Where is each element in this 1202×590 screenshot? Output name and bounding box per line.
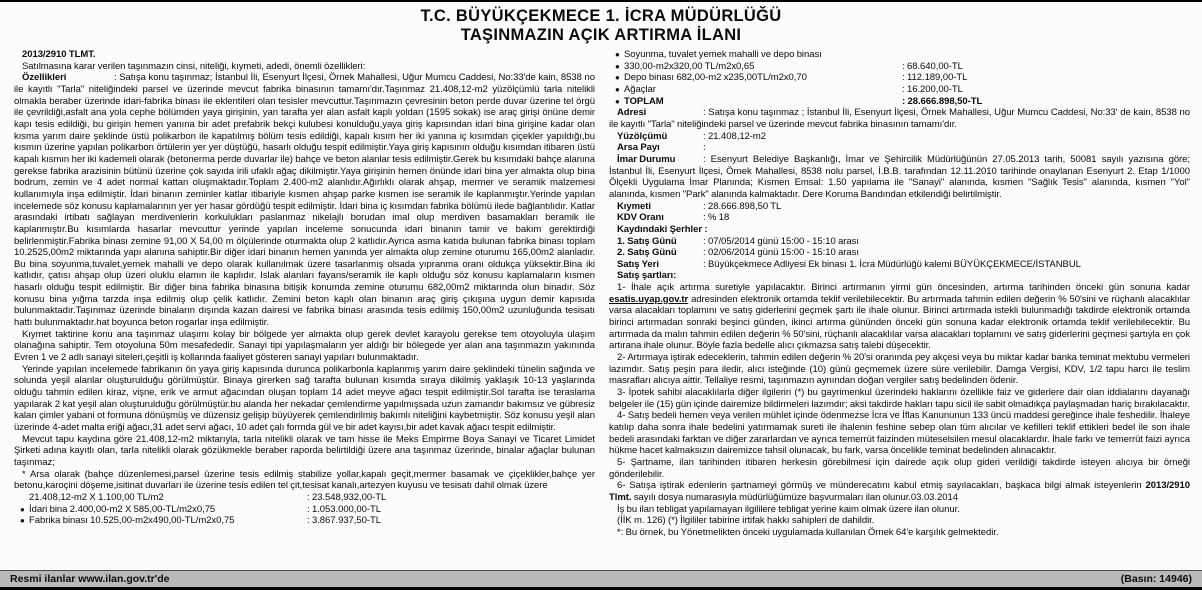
note-ornek: *: Bu örnek, bu Yönetmelikten önceki uygulamada kullanılan Örnek 64'e karşılık gelmektedir.: [617, 526, 999, 538]
term-2: 2- Artırmaya iştirak edeceklerin, tahmin edilen değerin % 20'si oranında pey akçesi veya bu miktar kadar banka teminat mektubu vermeleri lazımdır. Satış peşin para iledir, alıcı isteğinde (10) günü geçmemek üzere süre verilebilir. Damga Vergisi, KDV, 1/2 tapu harcı ile teslim masrafları alıcıya aittir. Tellaliye resmi, taşınmazın aynından doğan vergiler satış bedelinden ödenir.: [609, 352, 1190, 387]
sales-terms-heading: Satış şartları:: [617, 270, 677, 282]
bullet-icon: ●: [615, 96, 620, 106]
field-satis-gunu-1: [609, 236, 1190, 248]
field-text: : % 18: [703, 212, 730, 224]
footer-bar: [0, 570, 1202, 590]
arsa-paragraph: * Arsa olarak (bahçe düzenlemesi,parsel üzerine tesis edilmiş stabilize yollar,kapalı geçit,mermer basamak ve çiçeklikler,bahçe yer betonu,karoçini döşeme,isitinat duvarları ile üzerine tesis edilen tel çit,tesisat kanalı,artezyen kuyusu ve tesisatı dahil olmak üzere: [14, 468, 595, 492]
field-label: 1. Satış Günü: [617, 235, 677, 247]
term-5: 5- Şartname, ilan tarihinden itibaren herkesin görebilmesi için dairede açık olup gideri verildiği takdirde isteyen alıcıya bir örneği gönderilebilir.: [609, 456, 1190, 480]
file-number: 2013/2910 TLMT.: [22, 49, 96, 60]
bullet-icon: ●: [615, 61, 620, 71]
note-iik: (İİK m. 126) (*) İlgililer tabirine irtifak hakkı sahipleri de dahildir.: [617, 515, 875, 527]
valuation-item: Depo binası 682,00-m2 x235,00TL/m2x0,70: [624, 72, 807, 84]
field-text: :: [703, 142, 706, 154]
term-4: 4- Satış bedeli hemen veya verilen mühlet içinde ödenmezse İcra ve İflas Kanununun 133 üncü maddesi gereğince ihale feshedilir. İhaleye katılıp daha sonra ihale bedelini yatırmamak sureti ile ihalenin feshine sebep olan tüm alıcılar ve kefilleri teklif ettikleri bedel ile son ihale bedeli arasındaki farktan ve diğer zararlardan ve ayrıca temerrüt faizinden müteselsilen mesul olacaklardır. İhale farkı ve temerrüt faizi ayrıca hükme hacet kalmaksızın dairemizce tahsil olunacak, bu fark, varsa öncelikle teminat bedelinden alınacaktır.: [609, 410, 1190, 457]
field-kdv-orani: [609, 212, 1190, 224]
valuation-row: [14, 504, 595, 516]
valuation-value: [902, 49, 1190, 61]
valuation-item: TOPLAM: [624, 95, 664, 107]
valuation-row: [14, 515, 595, 527]
title-line-1: T.C. BÜYÜKÇEKMECE 1. İCRA MÜDÜRLÜĞÜ: [420, 7, 782, 25]
bullet-icon: ●: [615, 73, 620, 83]
field-yuzolcumu: [609, 131, 1190, 143]
bullet-icon: ●: [20, 504, 25, 514]
term-6: [609, 480, 1190, 503]
field-arsa-payi: [609, 142, 1190, 154]
field-imar-durumu: [609, 154, 1190, 201]
valuation-row: [609, 84, 1190, 96]
field-label: KDV Oranı: [617, 212, 664, 224]
bullet-icon: ●: [20, 516, 25, 526]
field-satis-yeri: [609, 259, 1190, 271]
uyap-link-text: esatis.uyap.gov.tr: [609, 293, 689, 305]
note-tebligat: İş bu ilan tebligat yapılamayan ilgililere tebligat yerine kaim olmak üzere ilan olunur.: [617, 503, 960, 515]
field-text: : 07/05/2014 günü 15:00 - 15:10 arası: [703, 235, 859, 247]
bullet-icon: ●: [615, 50, 620, 59]
valuation-row: [609, 72, 1190, 84]
valuation-item: 330,00-m2x320,00 TL/m2x0,65: [624, 60, 755, 72]
intro-line: Satılmasına karar verilen taşınmazın cinsi, niteliği, kıymeti, adedi, önemli özellikleri:: [22, 60, 366, 72]
field-label: Yüzölçümü: [617, 130, 668, 142]
file-number-reference: 2013/2910 Tlmt.: [609, 480, 1190, 503]
valuation-item: Fabrika binası 10.525,00-m2x490,00-TL/m2x0,75: [29, 515, 235, 527]
term-1-text: adresinden elektronik ortamda teklif verilebilecektir. Bu artırmada tahmin edilen değerin % 50'sini ve rüçhanlı alacaklılar varsa alacakları toplamını ve satış giderlerini geçmek şartı ile ihale olunur. Birinci artırmada istekli bulunmadığı takdirde elektronik ortamda birinci artırmadan sonraki beşinci günden, ikinci artırma gününden önceki gün sonuna kadar elektronik ortamda teklif verilebilecektir. Bu artırmada da malın tahmin edilen değerin % 50'sini, rüçhanlı alacaklılar varsa alacakları toplamını ve satış giderlerini geçmesi şartıyla en çok artırana ihale olunur. Böyle fazla bedelle alıcı çıkmazsa satış talebi düşecektir.: [609, 293, 1190, 352]
field-satis-gunu-2: [609, 247, 1190, 259]
two-column-body: [0, 45, 1202, 539]
field-label: 2. Satış Günü: [617, 247, 677, 259]
term-6-text: sayılı dosya numarasıyla müdürlüğümüze başvurmaları ilan olunur.03.03.2014: [631, 491, 958, 503]
field-label: İmar Durumu: [617, 153, 676, 165]
tapu-paragraph: Mevcut tapu kaydına göre 21.408,12-m2 miktarıyla, tarla nitelikli olarak ve tam hisse ile Meks Empirme Boya Sanayi ve Ticaret Limidet Şirketi adına kayıtlı olan, tarla nitelikli olarak gözükmekle beraber raporda belirtildiği üzere ana taşınmaz üzerinde, binalar ağaçlar bulunan taşınmaz;: [14, 433, 595, 468]
term-3: 3- İpotek sahibi alacaklılarla diğer ilgilerin (*) bu gayrimenkul üzerindeki haklarını özellikle faiz ve giderlere dair olan iddialarını dayanağı belgeler ile (15) gün içinde dairemize bildirmeleri lazımdır; aksi takdirde hakları tapu sicil ile sabit olmadıkça paylaşmadan hariç bırakılacaktır.: [609, 387, 1190, 410]
field-serhler: [609, 224, 1190, 236]
official-ads-note: Resmi ilanlar www.ilan.gov.tr'de: [10, 573, 170, 585]
field-text: : Büyükçekmece Adliyesi Ek binası 1. İcra Müdürlüğü kalemi BÜYÜKÇEKMECE/İSTANBUL: [703, 258, 1081, 270]
valuation-value: : 3.867.937,50-TL: [307, 515, 381, 527]
term-1: [609, 282, 1190, 352]
bullet-icon: ●: [615, 84, 620, 94]
page-title: [0, 2, 1202, 45]
ozellikleri-paragraph: [14, 72, 595, 328]
valuation-total-row: [609, 96, 1190, 108]
field-label: Kıymeti: [617, 200, 651, 212]
press-number: (Basın: 14946): [1120, 573, 1192, 585]
field-kiymeti: [609, 201, 1190, 213]
term-6-text: 6- Satışa iştirak edenlerin şartnameyi görmüş ve münderecatını kabul etmiş sayılacakları, başkaca bilgi almak isteyenlerin: [617, 480, 1146, 492]
bullet-icon: [20, 492, 29, 504]
field-text: : 28.666.898,50 TL: [703, 200, 782, 212]
valuation-value: : 1.053.000,00-TL: [307, 503, 381, 515]
valuation-value: : 23.548,932,00-TL: [307, 491, 387, 503]
field-label: Kaydındaki Şerhler :: [617, 223, 708, 235]
kiymet-paragraph: Kıymet taktirine konu ana taşınmaz ulaşımı kolay bir bölgede yer almakta olup gerek devlet karayolu gerekse tem otoyoluyla ulaşım olanağına sahiptir. Tem otoyoluna 50m mesafededir. Sanayi tipi yapılaşmaların yer aldığı bir bölegede yer alan ana taşınmazın yakınında Evren 1 ve 2 adlı sanayi siteleri,çeşitli iş kollarında faaliyet gösteren sanayi yapıları bulunmaktadır.: [14, 328, 595, 364]
valuation-row: [609, 49, 1190, 61]
valuation-value: : 68.640,00-TL: [902, 60, 963, 72]
valuation-item: Soyunma, tuvalet yemek mahalli ve depo binası: [624, 49, 822, 60]
valuation-value: : 28.666.898,50-TL: [902, 95, 983, 107]
field-label: Adresi: [617, 107, 647, 119]
ozellikleri-label: Özellikleri: [22, 72, 67, 84]
yerinde-paragraph: Yerinde yapılan incelemede fabrikanın ön yaya giriş kapısında durunca polikarbonla kaplanmış yarım daire şeklindeki tünelin sağında ve solunda yeşil alanlar oluşturulduğu görülmüştür. Binaya girerken sağ tarafta bulunan kısımda sıraya dikilmiş yaklaşık 10-13 yaşlarında olduğu tahmin edilen kiraz, vişne, erik ve armut ağacından oluşan toplam 14 adet meyve ağacı tespit edilmiştir.Sol tarafta ise teraslama yapılarak 2 kat yeşil alan oluşturulduğu görülmüştür.bu alanda her nekadar çemlendirme yapılmışsada uzun zamandır bakımsız ve gübresiz kalan çimler yabani ot formuna dönüşmüş ve düzensiz gelişip büyüyerek çemlendirilmiş bakımlı niteliğini kaybetmiştir. Söz konusu yeşil alan üzerinde 4-adet malta eriği ağacı,31 adet servi ağacı, 10 adet çalı formda gül ve bir adet kayısı,bir adet kavak ağacı tespit edilmiştir.: [14, 363, 595, 433]
field-label: Satış Yeri: [617, 258, 659, 270]
valuation-row: [14, 492, 595, 504]
field-text: : 21.408,12-m2: [703, 130, 767, 142]
right-column: [609, 49, 1190, 539]
field-text: : Esenyurt Belediye Başkanlığı, İmar ve Şehircilik Müdürlüğünün 27.05.2013 tarih, 50081 sayılı yazısına göre; İstanbul İli, Esenyurt İlçesi, Örnek Mahallesi, 8538 nolu parsel, İ.B.B. tarafından 12.11.2010 tarihinde onaylanan Esenyurt 2. Etap 1/1000 Ölçekli Uygulama İmar Planında; Kısmen Emsal: 1.50 yapılama ile "Sanayi" alanında, kısmen "Sağlık Tesis" alanında, kısmen "Yol" alanında, kısmen "Park" alanında kalmaktadır. Dere Koruma Bandından etkilendiği belirtilmiştir.: [609, 153, 1190, 200]
left-column: [14, 49, 595, 539]
valuation-item: İdari bina 2.400,00-m2 X 585,00-TL/m2x0,75: [29, 503, 216, 515]
field-text: : Satışa konu taşınmaz ; İstanbul İli, Esenyurt İlçesi, Örnek Mahallesi, Uğur Mumcu Caddesi, No:33' de kain, 8538 no ile kayıtlı "Tarla" niteliğindeki parsel ve üzerinde mevcut fabrika binasının tamamı'dır.: [609, 107, 1190, 130]
valuation-row: [609, 61, 1190, 73]
field-adresi: [609, 107, 1190, 130]
term-1-text: 1- İhale açık artırma suretiyle yapılacaktır. Birinci artırmanın yirmi gün öncesinden, artırma tarihinden önceki gün sonuna kadar: [617, 282, 1190, 294]
valuation-item: Ağaçlar: [624, 83, 656, 95]
field-text: : 02/06/2014 günü 15:00 - 15:10 arası: [703, 247, 859, 259]
valuation-item: 21.408,12-m2 X 1.100,00 TL/m2: [29, 491, 164, 503]
title-line-2: TAŞINMAZIN AÇIK ARTIRMA İLANI: [460, 26, 742, 44]
ozellikleri-text: : Satışa konu taşınmaz; İstanbul İli, Esenyurt İlçesi, Örnek Mahallesi, Uğur Mumcu Caddesi, No:33'de kain, 8538 no ile kayıtlı "Tarla" niteliğindeki parsel ve üzerinde mevcut fabrika binasının tamamı'dır.Taşınmaz 21.408,12-m2 yüzölçümlü tarla nitelikli olmakla beraber üzerinde idari-fabrika binası ile eklentileri olan tesisler mevcuttur.Taşınmazın çevresinin beton perde duvar üzerine tel örgü ile çevrildiği,asfalt ana yola cephe bölümden yaya girişinin, yan tarafta yer alan asfalt kaplı yoldan (1595 sokak) ise araç girişi önüne demir kapı tesis edildiği, bu girişin hemen yanına bir adet prefabrik bekçi kulubesi konulduğu,yaya giriş kapısından idari bina girişine kadar olan kısma yarım daire şeklinde üstü polikarbon ile kapatılmış bölüm tesis edildiği, kapalı kısım her iki yanına iç kısımdan çiçekler yapıldığı,bu kısmın üzerine yapılan polikarbon örtülerin yer yer düştüğü, hasarlı olduğu tespit edilmiştir.Yaya giriş kapısının olduğu kısımdan itibaren üstü kapalı kısmın her iki kademeli olarak (betonerma perde duvarlar ile) bahçe ve beton alanlar tesis edilmiştir.Gerek bu kısımdaki bahçe alanına gerekse fabrika arazisinin bütünü üzerine çok sayıda irili ufaklı ağaç dikilmiştir.Yaya girişinin hemen önünde idari bina yer almakta olup bina bodrum, zemin ve 4 adet normal kattan oluşmaktadır.Toplam 2.400-m2 alanlıdır.Ağırlıklı olarak ahşap, mermer ve seramik malzemesi kullanımıyla inşa edilmiştir. İdari binanın zeminler katlar itibariyle kısmen ahşap parke kısmen ise seramik ile kaplanmıştır.Yerinde yapılan incelemede söz konusu kaplamalarının yer yer hasar gördüğü tespit edilmiştir. İdari bina iç kısımdan fabrika bölümü ilede bağlantılıdır. Katlar arasındaki irtibatı sağlayan merdivenlerin korkulukları paslanmaz nikelajlı borudan imal olup merdiven basamakları beramik ile kaplanmıştır.Bu kısımlarda hasarlar mevcuttur yerinde yapılan inceleme sonucunda idari binanın tamir ve bakım gerektirdiği belirlenmiştir.Fabrika binası zemine 91,00 X 54,00 m ölçülerinde oturmakta olup 2 katlıdır.Ayrıca asma katıda bulunan fabrika binası toplam 10.2525,00m2 miktarında yapı alanına sahiptir.Bir diğer idari binanın hemen yanında yer almakta olup zemine oturumu 165,00m2 alanladır. Bu bina soyunma,tuvalet,yemek mahalli ve depo olarak kullanılmak üzere tasarlanmış olsada yıpranma oranı oldukça yüksektir.Bina iki katlıdır, çatısı ahşap olup üzeri oluklu elamın ile kaplıdır. Islak alanları fayans/seramik ile kaplı olduğu söz konusu kaplamaların kısmen hasarlı olduğu tespit edilmiştir. Bir diğer bina fabrika binasına bitişik konumda zemine oturumu 682,00m2 miktarında olun binadır. Söz konusu bina yığma tarzda inşa edilmiş olup çelik katlıdır. Zemini beton kaplı olan binanın araç giriş çıkışına uygun demir kapısıda bulunmaktadır.Taşınmaz üzerinde binaların dışında kazan dairesi ve fabrika binası arasında tesis edilmiş 150,00m2 uzunluğunda tesisatı hattı bulunmaktadır.hat boyunca beton rogarlar inşa edilmiştir.: [14, 72, 595, 329]
valuation-value: : 112.189,00-TL: [902, 72, 968, 84]
valuation-value: : 16.200,00-TL: [902, 83, 963, 95]
field-label: Arsa Payı: [617, 142, 660, 154]
